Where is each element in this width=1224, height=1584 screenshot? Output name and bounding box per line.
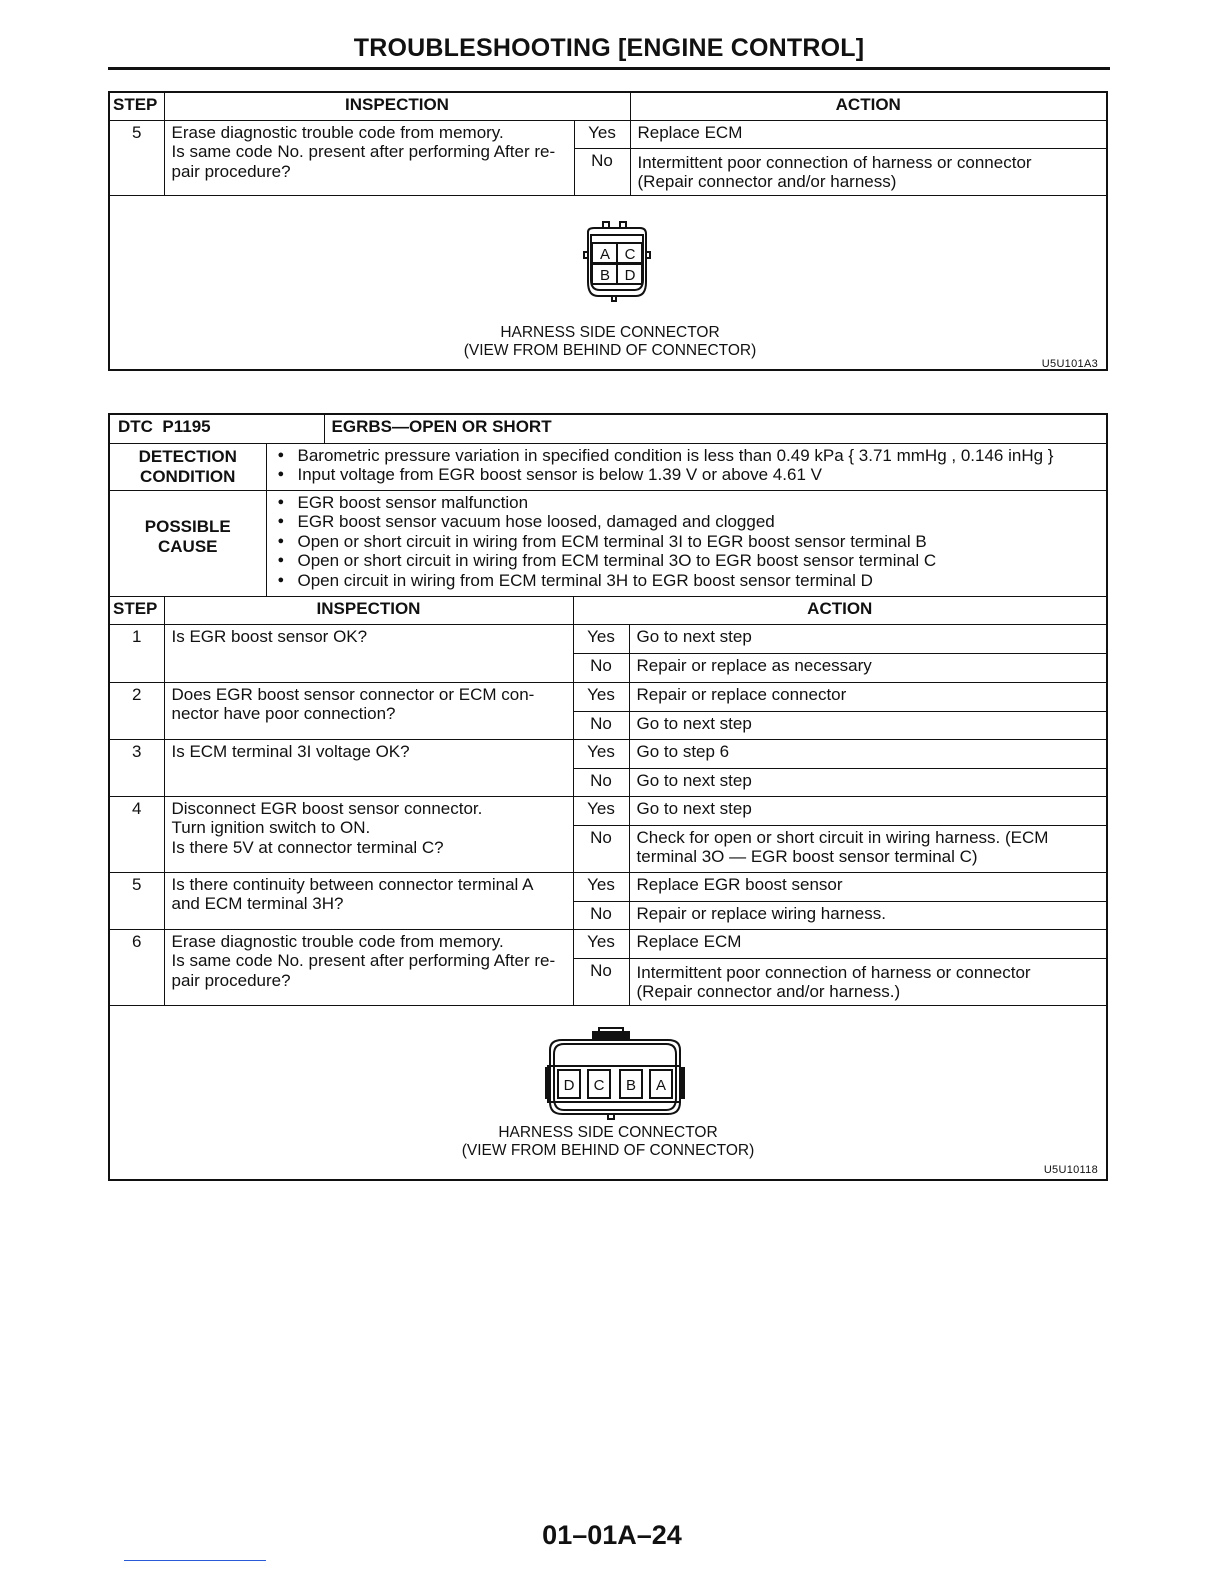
dtc-code: P1195 — [162, 417, 211, 436]
caption-line: (VIEW FROM BEHIND OF CONNECTOR) — [461, 1141, 755, 1159]
label-line: CONDITION — [140, 466, 236, 486]
inspection-line: Turn ignition switch to ON. — [171, 818, 371, 837]
pin-label: A — [655, 1076, 667, 1094]
detection-item: ● Input voltage from EGR boost sensor is below 1.39 V or above 4.61 V — [274, 465, 1100, 485]
inspection-line: pair procedure? — [171, 161, 291, 181]
pin-label: A — [599, 245, 611, 263]
col-step-header: STEP — [109, 92, 164, 120]
inspection-line: Erase diagnostic trouble code from memory. — [171, 122, 504, 142]
action-line: Intermittent poor connection of harness or connector — [637, 152, 1032, 172]
pin-label: B — [599, 266, 611, 284]
pin-label: B — [625, 1076, 637, 1094]
inspection-line: Is there continuity between connector terminal A — [171, 874, 534, 894]
yes-action: Repair or replace connector — [629, 682, 1107, 711]
yes-label: Yes — [573, 796, 629, 825]
step-inspection — [164, 872, 573, 929]
yes-label: Yes — [573, 682, 629, 711]
yes-label: Yes — [573, 624, 629, 653]
yes-label: Yes — [573, 929, 629, 958]
step-inspection — [164, 120, 574, 195]
no-action: Repair or replace as necessary — [629, 653, 1107, 682]
step-inspection — [164, 739, 573, 796]
dtc-number — [109, 414, 324, 443]
pin-label: D — [624, 266, 636, 284]
step-inspection — [164, 929, 573, 1005]
step-inspection — [164, 624, 573, 682]
no-action: Go to next step — [629, 711, 1107, 739]
step-number: 4 — [109, 796, 164, 872]
no-action — [629, 958, 1107, 1005]
col-step-header: STEP — [109, 596, 164, 624]
possible-cause-list — [266, 490, 1107, 596]
figure-caption — [110, 1124, 1106, 1160]
no-label: No — [573, 768, 629, 796]
inspection-line: Is EGR boost sensor OK? — [171, 626, 368, 646]
figure-caption — [110, 324, 1110, 360]
detection-condition-label — [109, 443, 266, 490]
action-line: (Repair connector and/or harness) — [637, 172, 897, 191]
connector-figure-cell — [109, 195, 1107, 370]
cause-item: ● EGR boost sensor vacuum hose loosed, damaged and clogged — [274, 512, 1100, 532]
yes-action: Go to step 6 — [629, 739, 1107, 768]
inspection-line: and ECM terminal 3H? — [171, 894, 344, 913]
detection-item: ● Barometric pressure variation in specified condition is less than 0.49 kPa { 3.71 mmHg , 0.146 inHg } — [274, 446, 1100, 466]
step-inspection — [164, 796, 573, 872]
inspection-line: Does EGR boost sensor connector or ECM con- — [171, 684, 535, 704]
no-action: Repair or replace wiring harness. — [629, 901, 1107, 929]
action-line: Intermittent poor connection of harness or connector — [636, 962, 1031, 982]
yes-action: Replace ECM — [630, 120, 1107, 148]
yes-action: Go to next step — [629, 796, 1107, 825]
pin-label: C — [624, 245, 636, 263]
footer-link-rule — [124, 1560, 266, 1561]
yes-action: Replace ECM — [629, 929, 1107, 958]
pin-label: C — [593, 1076, 605, 1094]
action-line: Check for open or short circuit in wiring harness. (ECM — [636, 827, 1049, 847]
inspection-line: nector have poor connection? — [171, 704, 396, 723]
caption-line: (VIEW FROM BEHIND OF CONNECTOR) — [463, 341, 757, 359]
caption-line: HARNESS SIDE CONNECTOR — [498, 1123, 718, 1141]
no-label: No — [573, 653, 629, 682]
caption-line: HARNESS SIDE CONNECTOR — [500, 323, 720, 341]
step-number: 2 — [109, 682, 164, 739]
connector-figure-cell — [109, 1005, 1107, 1180]
dtc-label: DTC — [118, 417, 153, 436]
yes-action: Go to next step — [629, 624, 1107, 653]
col-action-header: ACTION — [630, 92, 1107, 120]
inspection-line: Is there 5V at connector terminal C? — [171, 837, 444, 857]
figure-code: U5U101A3 — [1041, 357, 1098, 370]
pin-label: D — [563, 1076, 575, 1094]
yes-label: Yes — [574, 120, 630, 148]
no-label: No — [574, 148, 630, 195]
label-line: DETECTION — [138, 446, 237, 466]
step-number: 3 — [109, 739, 164, 796]
step-number: 1 — [109, 624, 164, 682]
cause-item: ● EGR boost sensor malfunction — [274, 493, 1100, 513]
action-line: (Repair connector and/or harness.) — [636, 982, 901, 1001]
yes-label: Yes — [573, 872, 629, 901]
inspection-line: Erase diagnostic trouble code from memory. — [171, 931, 504, 951]
no-label: No — [573, 825, 629, 872]
col-inspection-header: INSPECTION — [164, 92, 630, 120]
inspection-line: pair procedure? — [171, 970, 291, 990]
label-line: POSSIBLE — [144, 517, 231, 536]
yes-action: Replace EGR boost sensor — [629, 872, 1107, 901]
action-line: terminal 3O — EGR boost sensor terminal C) — [636, 847, 978, 866]
no-action: Go to next step — [629, 768, 1107, 796]
cause-item: ● Open or short circuit in wiring from ECM terminal 3O to EGR boost sensor terminal C — [274, 551, 1100, 571]
figure-code: U5U10118 — [1043, 1163, 1098, 1176]
no-action — [629, 825, 1107, 872]
step5-table — [108, 91, 1108, 371]
cause-item: ● Open circuit in wiring from ECM terminal 3H to EGR boost sensor terminal D — [274, 571, 1100, 591]
page-title: TROUBLESHOOTING [ENGINE CONTROL] — [353, 34, 865, 62]
no-label: No — [573, 711, 629, 739]
possible-cause-label — [109, 490, 266, 596]
inspection-line: Disconnect EGR boost sensor connector. — [171, 798, 483, 818]
step-number: 5 — [109, 872, 164, 929]
dtc-title: EGRBS—OPEN OR SHORT — [324, 414, 1107, 443]
inspection-line: Is same code No. present after performing After re- — [171, 142, 556, 161]
no-label: No — [573, 958, 629, 1005]
yes-label: Yes — [573, 739, 629, 768]
detection-condition-list — [266, 443, 1107, 490]
page-number: 01–01A–24 — [542, 1520, 682, 1550]
no-action — [630, 148, 1107, 195]
step-number: 5 — [109, 120, 164, 195]
col-action-header: ACTION — [573, 596, 1107, 624]
inspection-line: Is same code No. present after performing After re- — [171, 951, 556, 970]
cause-item: ● Open or short circuit in wiring from ECM terminal 3I to EGR boost sensor terminal B — [274, 532, 1100, 552]
col-inspection-header: INSPECTION — [164, 596, 573, 624]
label-line: CAUSE — [157, 537, 218, 556]
title-rule — [108, 67, 1110, 70]
step-number: 6 — [109, 929, 164, 1005]
no-label: No — [573, 901, 629, 929]
dtc-p1195-table — [108, 413, 1108, 1181]
inspection-line: Is ECM terminal 3I voltage OK? — [171, 741, 410, 761]
step-inspection — [164, 682, 573, 739]
